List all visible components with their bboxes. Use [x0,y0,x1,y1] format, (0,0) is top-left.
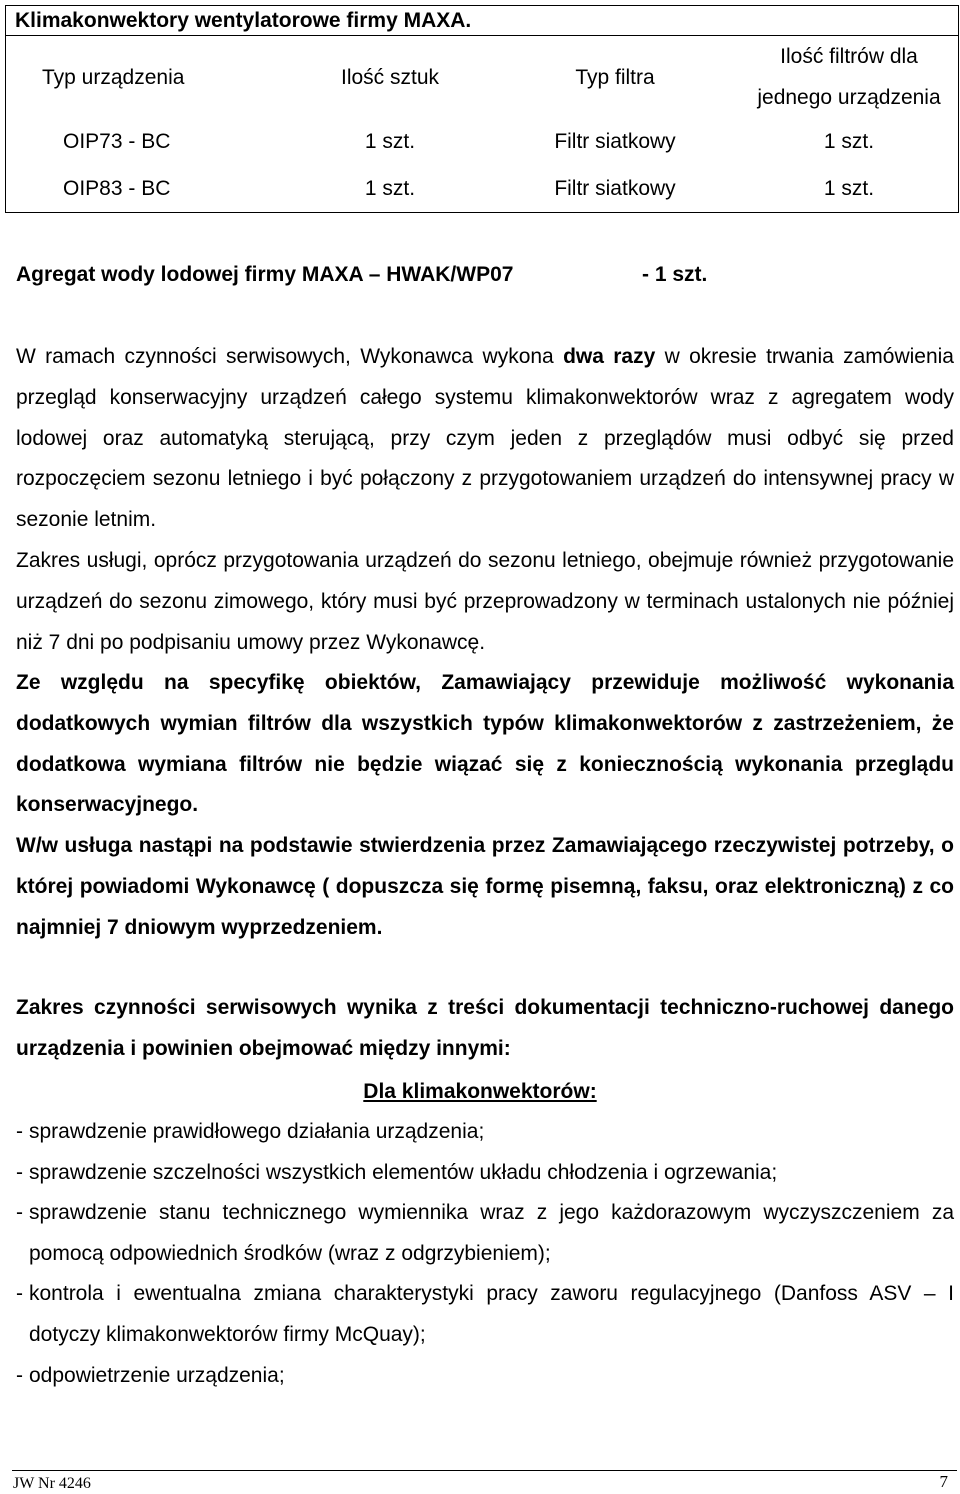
table-title: Klimakonwektory wentylatorowe firmy MAXA. [6,6,959,36]
footer-page-number: 7 [939,1472,948,1491]
header-device-type: Typ urządzenia [42,65,185,89]
list-item-text: odpowietrzenie urządzenia; [29,1363,285,1387]
paragraph1-text: W ramach czynności serwisowych, Wykonawca wykona [16,345,564,368]
chiller-quantity: - 1 szt. [642,263,708,286]
paragraph1-text-continued: w okresie trwania zamówienia przegląd konserwacyjny urządzeń całego systemu klimakonwektorów wraz z agregatem wody lodowej oraz automatyką sterującą, przy czym jeden z przeglądów musi odbyć się przed rozpoczęciem sezonu letniego i być połączony z przygotowaniem urządzeń do intensywnej pracy w sezonie letnim. [16,345,954,532]
section-heading: Dla klimakonwektorów: [363,1080,597,1103]
list-item: - sprawdzenie szczelności wszystkich elementów układu chłodzenia i ogrzewania; [16,1160,778,1184]
cell-quantity: 1 szt. [364,130,416,153]
list-item-text: sprawdzenie prawidłowego działania urządzenia; [29,1120,485,1143]
maintenance-scope-paragraph: Zakres czynności serwisowych wynika z treści dokumentacji techniczno-ruchowej danego urządzenia i powinien obejmować między innymi: [16,996,954,1060]
maxa-fan-coil-table [5,5,959,213]
cell-filter-type: Filtr siatkowy [554,177,676,200]
list-item-text: kontrola i ewentualna zmiana charakterystyki pracy zaworu regulacyjnego (Danfoss ASV – I dotyczy klimakonwektorów firmy McQuay); [29,1282,954,1346]
cell-filter-type: Filtr siatkowy [554,130,676,153]
header-filters-per-unit [740,36,959,119]
paragraph1-bold-text: dwa razy [563,345,656,368]
footer-divider [12,1470,957,1471]
list-item: - kontrola i ewentualna zmiana charakterystyki pracy zaworu regulacyjnego (Danfoss ASV – I dotyczy klimakonwektorów firmy McQuay); [16,1282,954,1346]
table-row [6,118,959,165]
table-header-row [6,36,959,119]
chiller-name: Agregat wody lodowej firmy MAXA – HWAK/WP07 [16,263,514,286]
list-item: - sprawdzenie stanu technicznego wymiennika wraz z jego każdorazowym wyczyszczeniem za pomocą odpowiednich środków (wraz z odgrzybieniem); [16,1201,954,1265]
service-range-paragraph: Zakres usługi, oprócz przygotowania urządzeń do sezonu letniego, obejmuje również przygotowanie urządzeń do sezonu zimowego, który musi być przeprowadzony w terminach ustalonych nie później niż 7 dni po podpisaniu umowy przez Wykonawcę. [16,549,954,654]
list-item-text: sprawdzenie szczelności wszystkich elementów układu chłodzenia i ogrzewania; [29,1160,778,1184]
table-row [6,165,959,213]
list-item: - sprawdzenie prawidłowego działania urządzenia; [16,1120,485,1143]
cell-device-type: OIP73 - BC [63,130,171,153]
header-filter-type: Typ filtra [575,65,655,89]
chiller-line [16,259,708,291]
list-item: - odpowietrzenie urządzenia; [16,1363,285,1387]
header-quantity: Ilość sztuk [340,65,440,89]
service-scope-paragraph [16,337,954,541]
cell-device-type: OIP83 - BC [63,177,171,200]
list-item-text: sprawdzenie stanu technicznego wymiennika wraz z jego każdorazowym wyczyszczeniem za pomocą odpowiednich środków (wraz z odgrzybieniem); [29,1201,954,1265]
additional-filter-paragraph: Ze względu na specyfikę obiektów, Zamawiający przewiduje możliwość wykonania dodatkowych wymian filtrów dla wszystkich typów klimakonwektorów z zastrzeżeniem, że dodatkowa wymiana filtrów nie będzie wiązać się z koniecznością wykonania przeglądu konserwacyjnego. [16,671,954,817]
header-filters-per-unit-line2: jednego urządzenia [757,86,941,109]
service-notice-paragraph: W/w usługa nastąpi na podstawie stwierdzenia przez Zamawiającego rzeczywistej potrzeby, o której powiadomi Wykonawcę ( dopuszcza się formę pisemną, faksu, oraz elektroniczną) z co najmniej 7 dniowym wyprzedzeniem. [16,834,954,939]
header-filters-per-unit-line1: Ilość filtrów dla [780,45,918,68]
cell-filters-per-unit: 1 szt. [823,177,875,200]
cell-filters-per-unit: 1 szt. [823,130,875,153]
cell-quantity: 1 szt. [364,177,416,200]
footer-document-number: JW Nr 4246 [13,1475,91,1492]
task-list [16,1112,954,1396]
